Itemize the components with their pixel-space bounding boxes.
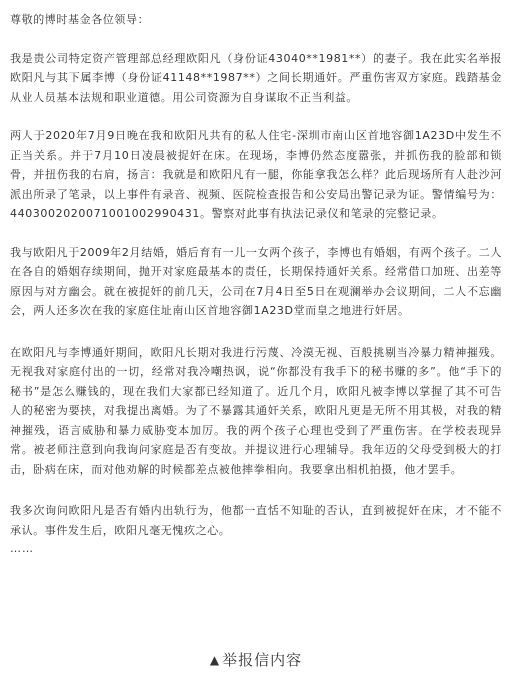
triangle-up-icon: ▲ <box>209 653 221 667</box>
letter-paragraph-3: 我与欧阳凡于2009年2月结婚，婚后育有一儿一女两个孩子，李博也有婚姻，有两个孩子。二人在各自的婚姻存续期间，抛开对家庭最基本的责任，长期保持通奸关系。经常借口加班、出差等原因与对方幽会。就在被捉奸的前几天，公司在7月4日至5日在观澜举办会议期间，二人不忘幽会，两人还多次在我的家庭住址南山区首地容御1A23D堂而皇之地进行奸居。 <box>10 245 502 317</box>
caption-text: 举报信内容 <box>222 651 303 669</box>
letter-paragraph-4: 在欧阳凡与李博通奸期间，欧阳凡长期对我进行污蔑、冷漠无视、百般挑剔当冷暴力精神摧残。无视我对家庭付出的一切，经常对我冷嘲热讽，说“你都没有我手下的秘书赚的多”。他“手下的秘书”是怎么赚钱的，现在我们大家都已经知道了。近几个月，欧阳凡被李博以掌握了其不可告人的秘密为要挟，对我提出离婚。为了不暴露其通奸关系，欧阳凡更是无所不用其极，对我的精神摧残，语言威胁和暴力威胁变本加厉。我的两个孩子心理也受到了严重伤害。在学校表现异常。被老师注意到向我询问家庭是否有变故。并提议进行心理辅导。我年迈的父母受到极大的打击，卧病在床，而对他劝解的时候都差点被他摔拳相向。我要拿出相机拍摄，他才罢手。 <box>10 345 502 476</box>
letter-paragraph-1: 我是贵公司特定资产管理部总经理欧阳凡（身份证43040**1981**）的妻子。我在此实名举报欧阳凡与其下属李博（身份证41148**1987**）之间长期通奸。严重伤害双方家庭。践踏基金从业人员基本法规和职业道德。用公司资源为自身谋取不正当利益。 <box>10 51 502 104</box>
image-caption <box>0 650 512 670</box>
report-letter <box>10 10 502 556</box>
letter-greeting: 尊敬的博时基金各位领导： <box>10 13 150 26</box>
letter-paragraph-5: 我多次询问欧阳凡是否有婚内出轨行为，他都一直恬不知耻的否认，直到被捉奸在床，才不能不承认。事件发生后，欧阳凡毫无愧疚之心。 <box>10 504 502 537</box>
letter-ellipsis: …… <box>10 542 34 555</box>
letter-paragraph-2: 两人于2020年7月9日晚在我和欧阳凡共有的私人住宅-深圳市南山区首地容御1A23D中发生不正当关系。并于7月10日凌晨被捉奸在床。在现场，李博仍然态度嚣张，并抓伤我的脸部和锁骨，并扭伤我的右肩，扬言：我就是和欧阳凡有一腿，你能拿我怎么样？此后现场所有人赴沙河派出所录了笔录，以上事件有录音、视频、医院检查报告和公安局出警记录为证。警情编号为：44030020200710010029904​31。警察对此事有执法记录仪和笔录的完整记录。 <box>10 129 502 220</box>
